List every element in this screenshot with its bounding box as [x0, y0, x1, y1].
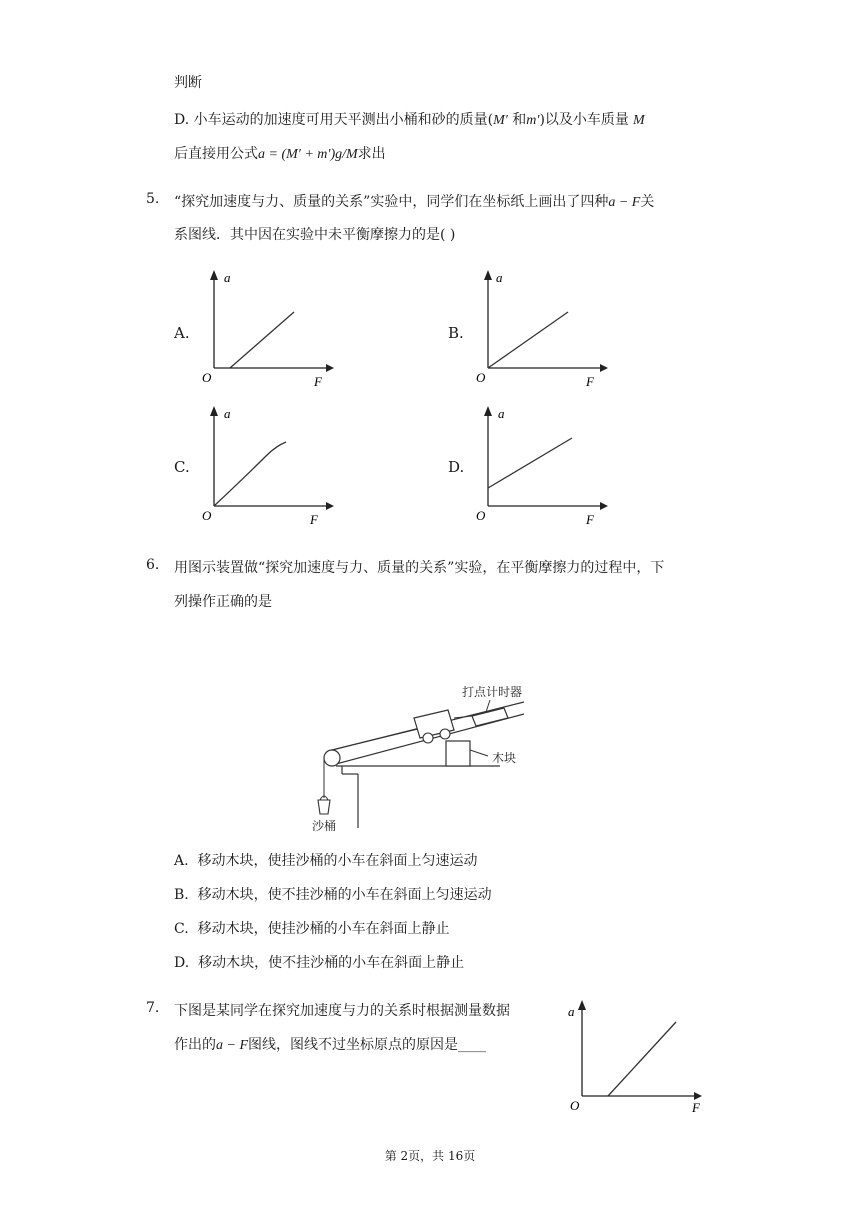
x-axis-arrow — [600, 364, 608, 372]
q6-option-c-text: 移动木块，使挂沙桶的小车在斜面上静止 — [197, 921, 450, 937]
graph-line — [230, 312, 294, 368]
q6-option-b-text: 移动木块，使不挂沙桶的小车在斜面上匀速运动 — [197, 887, 492, 903]
q6-stem-line1: 用图示装置做“探究加速度与力、质量的关系”实验，在平衡摩擦力的过程中，下 — [174, 560, 665, 576]
q6-option-a[interactable] — [174, 850, 477, 870]
q5-stem-math: a − F — [608, 195, 641, 210]
graph-line — [608, 1022, 676, 1096]
q5-option-c-graph — [198, 404, 338, 528]
q5-option-b-graph — [472, 268, 612, 392]
q6-option-b[interactable] — [174, 884, 492, 904]
x-axis-label: F — [586, 374, 594, 389]
origin-label: O — [202, 370, 212, 385]
x-axis-arrow — [326, 502, 334, 510]
q6-number: 6. — [146, 557, 160, 573]
q4-option-d-line2-suffix: 求出 — [357, 146, 386, 162]
y-axis-label: a — [224, 270, 231, 285]
q4-option-d-prefix: D. 小车运动的加速度可用天平测出小桶和砂的质量( — [174, 112, 494, 128]
page-footer: 第 2页，共 16页 — [384, 1149, 476, 1163]
block-label: 木块 — [492, 751, 517, 765]
q6-option-a-label: A. — [174, 853, 189, 869]
graph-curve — [214, 442, 286, 506]
cart-wheel — [423, 733, 433, 743]
graph-line — [488, 312, 568, 368]
q6-option-c[interactable] — [174, 918, 450, 938]
q4-option-d-mid: )以及小车质量 — [539, 112, 629, 128]
y-axis-label: a — [224, 406, 231, 421]
origin-label: O — [202, 508, 212, 523]
pulley — [324, 750, 340, 766]
q7-number: 7. — [146, 1000, 160, 1016]
y-axis-label: a — [568, 1004, 575, 1019]
q5-option-a-graph — [198, 268, 338, 392]
y-axis-arrow — [578, 1000, 586, 1010]
q5-option-b-label[interactable]: B. — [448, 324, 464, 342]
graph-line — [488, 438, 572, 488]
q6-option-d-label: D. — [174, 955, 190, 971]
q4-option-d-formula: a = (M′ + m′)g/M — [258, 147, 358, 162]
q6-option-a-text: 移动木块，使挂沙桶的小车在斜面上匀速运动 — [197, 853, 478, 869]
x-axis-arrow — [600, 502, 608, 510]
wood-block — [446, 741, 470, 766]
q5-stem-line1 — [174, 191, 654, 211]
q7-stem-suffix: 图线，图线不过坐标原点的原因是____ — [248, 1037, 486, 1053]
origin-label: O — [476, 370, 486, 385]
q5-option-d-label[interactable]: D. — [448, 458, 465, 476]
x-axis-label: F — [310, 512, 318, 527]
x-axis-label: F — [314, 374, 322, 389]
q5-option-c-label[interactable]: C. — [174, 458, 190, 476]
q6-apparatus-diagram — [300, 676, 560, 836]
q4-option-d-and: 和 — [507, 112, 527, 128]
q4-option-d-mass: M — [632, 113, 645, 128]
y-axis-arrow — [484, 270, 492, 280]
q6-option-d-text: 移动木块，使不挂沙桶的小车在斜面上静止 — [198, 955, 465, 971]
timer-label: 打点计时器 — [462, 685, 523, 699]
q5-option-d-graph — [472, 404, 612, 528]
q4-option-d-mprime: M′ — [493, 113, 508, 128]
y-axis-arrow — [210, 406, 218, 416]
y-axis-arrow — [210, 270, 218, 280]
q5-stem-line2: 系图线．其中因在实验中未平衡摩擦力的是( ) — [174, 227, 456, 243]
bucket-label: 沙桶 — [312, 819, 337, 833]
q7-stem-line2 — [174, 1034, 486, 1054]
y-axis-arrow — [484, 406, 492, 416]
sand-bucket — [318, 800, 330, 814]
q6-option-c-label: C. — [174, 921, 189, 937]
x-axis-label: F — [692, 1100, 700, 1115]
q5-stem-prefix: “探究加速度与力、质量的关系”实验中，同学们在坐标纸上画出了四种 — [174, 194, 609, 210]
y-axis-label: a — [498, 406, 505, 421]
q6-stem-line2: 列操作正确的是 — [174, 594, 272, 610]
origin-label: O — [476, 508, 486, 523]
x-axis-arrow — [326, 364, 334, 372]
q4-option-d-mprime2: m′ — [526, 113, 540, 128]
q7-stem-prefix: 作出的 — [174, 1037, 216, 1053]
q7-stem-math: a − F — [216, 1038, 248, 1053]
q4-option-d-line2 — [174, 143, 386, 163]
block-pointer — [470, 750, 488, 756]
q4-continuation-text: 判断 — [174, 75, 202, 91]
y-axis-label: a — [496, 270, 503, 285]
x-axis-label: F — [586, 512, 594, 527]
q7-stem-line1: 下图是某同学在探究加速度与力的关系时根据测量数据 — [174, 1003, 510, 1019]
x-axis-arrow — [694, 1092, 702, 1100]
q6-option-b-label: B. — [174, 887, 189, 903]
q7-graph — [566, 998, 706, 1118]
q6-option-d[interactable] — [174, 952, 464, 972]
q5-option-a-label[interactable]: A. — [174, 324, 190, 342]
string — [332, 729, 418, 750]
q4-option-d-line2-prefix: 后直接用公式 — [174, 146, 258, 162]
q4-option-d-line1 — [174, 109, 645, 129]
q5-number: 5. — [146, 191, 160, 207]
origin-label: O — [570, 1098, 580, 1113]
cart-wheel — [440, 729, 450, 739]
q5-stem-suffix: 关 — [640, 194, 655, 210]
